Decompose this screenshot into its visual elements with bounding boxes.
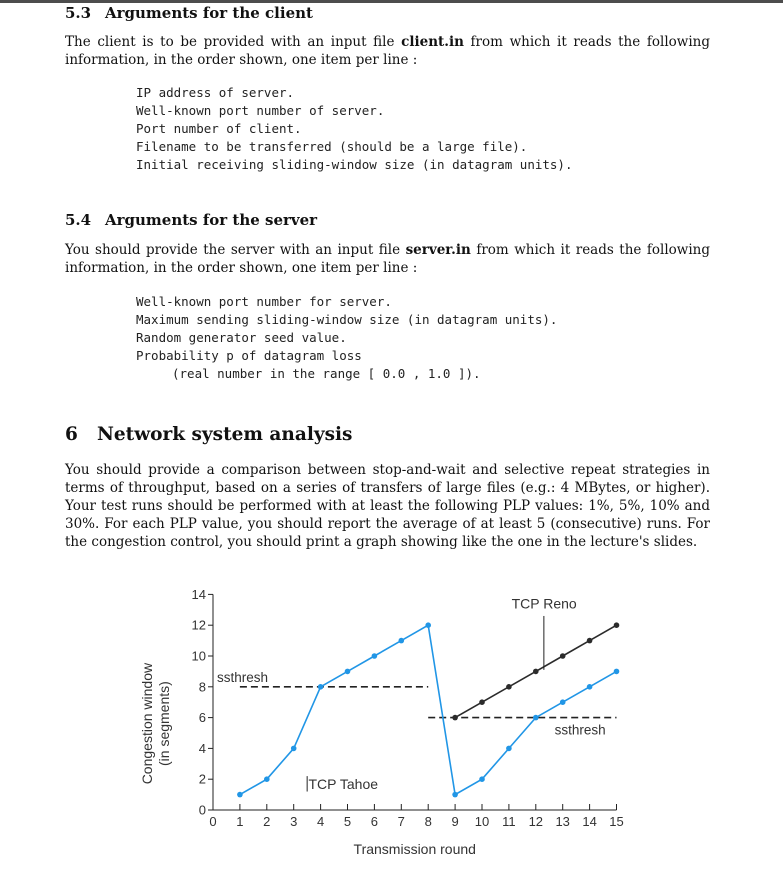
section-title: Arguments for the client	[105, 4, 313, 22]
data-point	[399, 638, 405, 644]
y-axis-label: Congestion window	[139, 662, 155, 785]
congestion-window-chart	[130, 570, 650, 870]
x-tick-label: 8	[424, 814, 432, 829]
data-point	[560, 699, 566, 705]
code-line: Port number of client.	[136, 121, 302, 136]
section-5-4-heading	[65, 211, 317, 229]
x-tick-label: 11	[502, 814, 516, 829]
x-tick-label: 10	[474, 814, 490, 829]
section-number: 6	[65, 424, 78, 445]
section-6-heading	[65, 424, 352, 445]
data-point	[264, 776, 270, 782]
code-line: Probability p of datagram loss	[136, 348, 362, 363]
y-tick-label: 6	[198, 710, 206, 726]
code-line: Filename to be transferred (should be a large file).	[136, 139, 528, 154]
x-tick-label: 1	[236, 814, 244, 829]
section-title: Arguments for the server	[105, 211, 318, 229]
y-tick-label: 0	[198, 802, 206, 818]
x-tick-label: 7	[397, 814, 405, 829]
ssthresh-label-2: ssthresh	[554, 722, 606, 738]
data-point	[587, 638, 593, 644]
code-line: Random generator seed value.	[136, 330, 347, 345]
data-point	[452, 715, 458, 721]
data-point	[533, 669, 539, 675]
code-line: IP address of server.	[136, 85, 295, 100]
data-point	[318, 684, 324, 690]
series-line-tcp-tahoe	[240, 625, 617, 794]
data-point	[533, 715, 539, 721]
x-axis-label: Transmission round	[353, 841, 476, 857]
x-tick-label: 6	[370, 814, 379, 829]
data-point	[587, 684, 593, 690]
reno-label: TCP Reno	[511, 595, 577, 612]
x-tick-label: 14	[582, 814, 597, 829]
y-tick-label: 10	[191, 648, 206, 664]
code-line-indented: (real number in the range [ 0.0 , 1.0 ]).	[172, 366, 481, 381]
data-point	[291, 746, 297, 752]
data-point	[506, 746, 512, 752]
section-5-3-paragraph	[65, 33, 710, 69]
data-point	[345, 669, 351, 675]
data-point	[479, 699, 485, 705]
section-6-paragraph: You should provide a comparison between stop-and-wait and selective repeat strategies in terms of throughput, based on a series of transfers of large files (e.g.: 4 MBytes, or higher). Your test runs should be performed with at least the following PLP values: 1%, 5%, 10% and 30%. For each PLP value, you should report the average of at least 5 (consecutive) runs. For the congestion control, you should print a graph showing like the one in the lecture's slides.	[65, 462, 710, 550]
x-tick-label: 5	[343, 814, 352, 829]
section-5-4-paragraph	[65, 241, 710, 277]
file-name: client.in	[401, 34, 464, 50]
tahoe-label: TCP Tahoe	[308, 775, 379, 792]
x-tick-label: 3	[290, 814, 298, 829]
code-line: Initial receiving sliding-window size (in datagram units).	[136, 157, 573, 172]
y-tick-label: 14	[191, 586, 206, 602]
x-tick-label: 15	[609, 814, 624, 829]
x-tick-label: 2	[263, 814, 271, 829]
x-tick-label: 9	[451, 814, 459, 829]
server-args-list	[136, 293, 557, 383]
data-point	[614, 669, 620, 675]
x-tick-label: 0	[209, 814, 217, 829]
y-tick-label: 4	[198, 740, 206, 756]
x-tick-label: 12	[528, 814, 544, 829]
section-number: 5.4	[65, 211, 92, 229]
section-5-3-heading	[65, 4, 313, 22]
section-number: 5.3	[65, 4, 92, 22]
ssthresh-label-1: ssthresh	[217, 669, 269, 685]
y-axis-label-units: (in segments)	[156, 681, 172, 767]
x-tick-label: 4	[316, 814, 325, 829]
client-args-list	[136, 84, 573, 174]
y-tick-label: 8	[198, 679, 206, 695]
data-point	[614, 622, 620, 628]
data-point	[479, 776, 485, 782]
code-line: Well-known port number for server.	[136, 294, 392, 309]
file-name: server.in	[405, 242, 471, 258]
section-title: Network system analysis	[97, 424, 353, 445]
y-tick-label: 2	[198, 771, 206, 787]
para-text: You should provide the server with an input file	[65, 242, 406, 258]
data-point	[452, 792, 458, 798]
top-rule	[0, 0, 783, 3]
data-point	[237, 792, 243, 798]
data-point	[425, 622, 431, 628]
data-point	[506, 684, 512, 690]
code-line: Maximum sending sliding-window size (in datagram units).	[136, 312, 558, 327]
data-point	[560, 653, 566, 659]
data-point	[372, 653, 378, 659]
para-text: The client is to be provided with an input file	[65, 34, 402, 50]
y-tick-label: 12	[191, 617, 206, 633]
x-tick-label: 13	[555, 814, 570, 829]
para-text: from which it reads the following information, in the order shown, one item per line :	[65, 242, 710, 276]
para-text: from which it reads the following information, in the order shown, one item per line :	[65, 34, 710, 68]
code-line: Well-known port number of server.	[136, 103, 385, 118]
